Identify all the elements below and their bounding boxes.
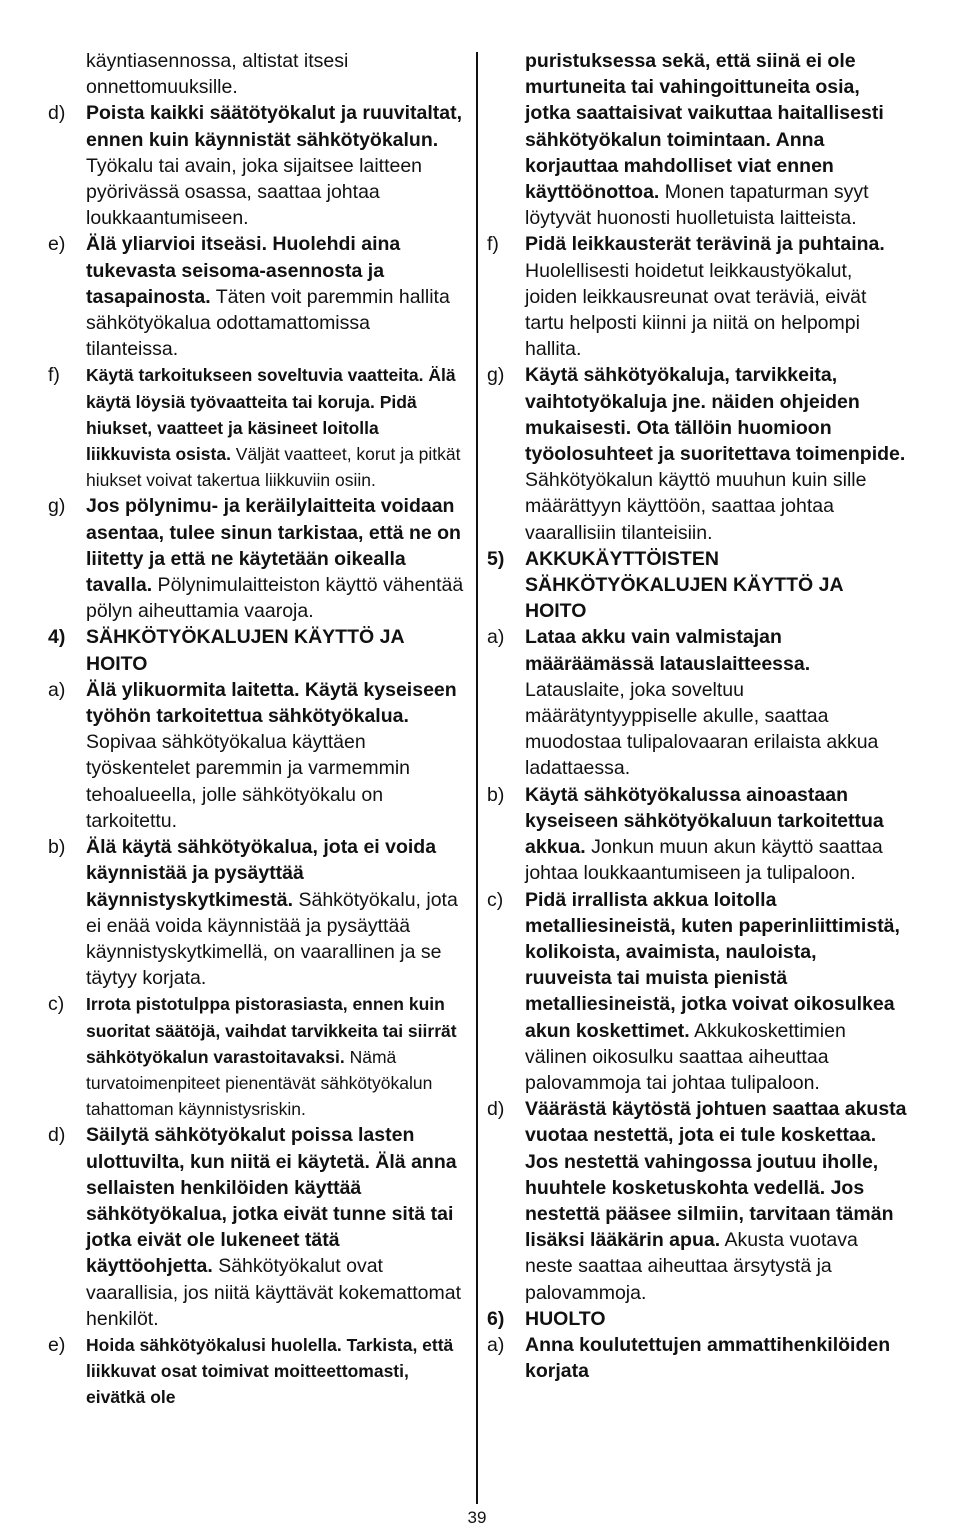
item-bold-text: Poista kaikki säätötyökalut ja ruuvitaltat, ennen kuin käynnistät sähkötyökalun.	[86, 102, 463, 151]
list-item-g	[48, 493, 466, 624]
item-label: d)	[48, 1124, 66, 1147]
section-heading-6	[487, 1306, 907, 1332]
list-item-f	[487, 231, 907, 362]
item-bold-text: Älä yliarvioi itseäsi. Huolehdi aina tukevasta seisoma-asennosta ja tasapainosta.	[86, 233, 401, 308]
item-label: d)	[487, 1098, 505, 1121]
item-label: a)	[48, 678, 66, 701]
item-text: Latauslaite, joka soveltuu määrätyntyyppiselle akulle, saattaa muodostaa tulipalovaaran erilaista akkua ladattaessa.	[525, 678, 879, 780]
item-text: Työkalu tai avain, joka sijaitsee laitteen pyörivässä osassa, saattaa johtaa loukkaantumiseen.	[86, 154, 423, 230]
item-bold-text: Käytä sähkötyökaluja, tarvikkeita, vaihtotyökaluja jne. näiden ohjeiden mukaisesti. Ota tällöin huomioon työolosuhteet ja suoritettava toimenpide.	[525, 364, 906, 466]
list-item-f	[48, 362, 466, 493]
list-item-b	[48, 834, 466, 991]
list-item-a	[48, 677, 466, 834]
heading-text: HUOLTO	[525, 1307, 606, 1330]
item-label: b)	[487, 783, 505, 806]
item-text: Akkukoskettimien välinen oikosulku saattaa aiheuttaa palovammoja tai johtaa tulipaloon.	[525, 1019, 846, 1094]
item-text: Sähkötyökalun käyttö muuhun kuin sille määrättyyn käyttöön, saattaa johtaa vaarallisiin tilanteisiin.	[525, 469, 867, 544]
item-label: f)	[487, 233, 499, 256]
item-label: a)	[487, 1333, 505, 1356]
item-text: Sopivaa sähkötyökalua käyttäen työskentelet paremmin ja varmemmin tehoalueella, jolle sähkötyökalu on tarkoitettu.	[86, 731, 411, 832]
list-item-d	[48, 100, 466, 231]
list-item-e	[48, 231, 466, 362]
item-bold-text: Käytä tarkoitukseen soveltuvia vaatteita. Älä käytä löysiä työvaatteita tai koruja. Pidä hiukset, vaatteet ja käsineet loitolla liikkuvista osista.	[86, 365, 456, 465]
item-text: Huolellisesti hoidetut leikkaustyökalut, joiden leikkausreunat ovat teräviä, eivät tartu helposti kiinni ja niitä on helpompi hallita.	[525, 259, 867, 361]
item-bold-text: Pidä irrallista akkua loitolla metalliesineistä, kuten paperinliittimistä, kolikoista, avaimista, nauloista, ruuveista tai muista pienistä metalliesineistä, jotka voivat oikosulkea akun koskettimet.	[525, 888, 900, 1042]
item-bold-text: Hoida sähkötyökalusi huolella. Tarkista, että liikkuvat osat toimivat moitteettomasti, eivätkä ole	[86, 1334, 454, 1408]
item-bold-text: Käytä sähkötyökalussa ainoastaan kyseiseen sähkötyökaluun tarkoitettua akkua.	[525, 783, 884, 859]
heading-number: 5)	[487, 547, 505, 570]
item-label: d)	[48, 102, 66, 125]
item-text: Akusta vuotava neste saattaa aiheuttaa ärsytystä ja palovammoja.	[525, 1229, 858, 1304]
item-bold-text: Irrota pistotulppa pistorasiasta, ennen kuin suoritat säätöjä, vaihdat tarvikkeita tai siirrät sähkötyökalun varastoitavaksi.	[86, 994, 457, 1067]
list-item-c	[48, 991, 466, 1122]
item-label: f)	[48, 364, 60, 387]
page-number: 39	[467, 1508, 487, 1527]
item-label: g)	[487, 364, 505, 387]
list-item-g	[487, 362, 907, 545]
section-heading-5	[487, 546, 907, 625]
heading-number: 4)	[48, 626, 66, 649]
list-item-b	[487, 782, 907, 887]
item-text: Täten voit paremmin hallita sähkötyökalua odottamattomissa tilanteissa.	[86, 285, 450, 361]
continued-bold-text: puristuksessa sekä, että siinä ei ole murtuneita tai vahingoittuneita osia, jotka saattaisivat vaikuttaa haitallisesti sähkötyökalun toimintaan. Anna korjauttaa mahdolliset viat ennen käyttöönottoa.	[525, 50, 884, 204]
continued-paragraph: käyntiasennossa, altistat itsesi onnettomuuksille.	[86, 50, 349, 99]
item-text: Väljät vaatteet, korut ja pitkät hiukset voivat takertua liikkuviin osiin.	[86, 444, 461, 491]
section-heading-4	[48, 624, 466, 676]
list-item-a2	[487, 1332, 907, 1384]
column-divider	[476, 52, 478, 1504]
heading-text: SÄHKÖTYÖKALUJEN KÄYTTÖ JA HOITO	[86, 626, 404, 675]
list-item-e2	[48, 1332, 466, 1411]
list-item-a	[487, 624, 907, 781]
item-text: Pölynimulaitteiston käyttö vähentää pölyn aiheuttamia vaaroja.	[86, 574, 464, 623]
item-label: e)	[48, 1333, 66, 1356]
heading-number: 6)	[487, 1307, 505, 1330]
item-text: Sähkötyökalu, jota ei enää voida käynnistää ja pysäyttää käynnistyskytkimellä, on vaarallinen ja se täytyy korjata.	[86, 888, 458, 990]
item-label: b)	[48, 836, 66, 859]
item-bold-text: Jos pölynimu- ja keräilylaitteita voidaan asentaa, tulee sinun tarkistaa, että ne on liitetty ja että ne käytetään oikealla tavalla.	[86, 495, 461, 597]
item-text: Sähkötyökalut ovat vaarallisia, jos niitä käyttävät kokemattomat henkilöt.	[86, 1255, 461, 1330]
item-label: e)	[48, 233, 66, 256]
item-bold-text: Älä ylikuormita laitetta. Käytä kyseiseen työhön tarkoitettua sähkötyökalua.	[86, 678, 457, 728]
list-item-c	[487, 887, 907, 1097]
item-label: a)	[487, 626, 505, 649]
item-bold-text: Pidä leikkausterät terävinä ja puhtaina.	[525, 233, 885, 256]
heading-text: AKKUKÄYTTÖISTEN SÄHKÖTYÖKALUJEN KÄYTTÖ JA HOITO	[525, 547, 843, 623]
list-item-d	[487, 1096, 907, 1306]
list-item-d2	[48, 1122, 466, 1332]
item-label: c)	[48, 993, 65, 1016]
item-bold-text: Lataa akku vain valmistajan määräämässä latauslaitteessa.	[525, 626, 811, 675]
item-text: Jonkun muun akun käyttö saattaa johtaa loukkaantumiseen ja tulipaloon.	[525, 836, 883, 885]
continued-paragraph	[487, 48, 907, 231]
left-column	[48, 48, 466, 1411]
item-label: c)	[487, 888, 504, 911]
item-bold-text: Anna koulutettujen ammattihenkilöiden korjata	[525, 1333, 891, 1383]
item-bold-text: Älä käytä sähkötyökalua, jota ei voida käynnistää ja pysäyttää käynnistyskytkimestä.	[86, 836, 437, 911]
item-bold-text: Säilytä sähkötyökalut poissa lasten ulottuvilta, kun niitä ei käytetä. Älä anna sellaisten henkilöiden käyttää sähkötyökalua, jotka eivät tunne sitä tai jotka eivät ole lukeneet tätä käyttöohjetta.	[86, 1124, 457, 1278]
continued-text: Monen tapaturman syyt löytyvät huonosti huolletuista laitteista.	[525, 181, 869, 230]
right-column	[487, 48, 907, 1384]
item-text: Nämä turvatoimenpiteet pienentävät sähkötyökalun tahattoman käynnistysriskin.	[86, 1046, 433, 1120]
item-bold-text: Väärästä käytöstä johtuen saattaa akusta vuotaa nestettä, jota ei tule koskettaa. Jos nestettä vahingossa joutuu iholle, huuhtele kosketuskohta vedellä. Jos nestettä pääsee silmiin, tarvitaan tämän lisäksi lääkärin apua.	[525, 1098, 907, 1252]
item-label: g)	[48, 495, 66, 518]
